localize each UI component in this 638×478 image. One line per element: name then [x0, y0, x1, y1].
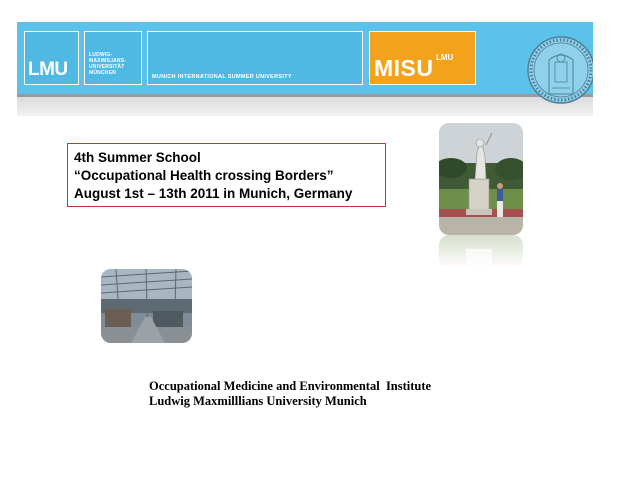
program-name: MUNICH INTERNATIONAL SUMMER UNIVERSITY	[152, 74, 292, 80]
institute-block	[149, 379, 569, 409]
header-divider	[17, 94, 593, 97]
summer-school-title-box	[67, 143, 386, 207]
misu-logo: MISU	[374, 55, 434, 81]
header-strip	[17, 94, 593, 116]
statue-photo	[439, 123, 523, 235]
university-seal-icon	[525, 32, 593, 112]
lmu-logo: LMU	[28, 59, 68, 80]
lmu-logo-tile	[24, 31, 79, 85]
misu-logo-tile	[369, 31, 476, 85]
misu-superscript: LMU	[436, 53, 454, 62]
program-name-tile	[147, 31, 363, 85]
statue-photo-reflection	[439, 235, 523, 269]
university-name: LUDWIG- MAXIMILIANS- UNIVERSITÄT MÜNCHEN	[89, 52, 127, 76]
hall-photo	[101, 269, 192, 343]
title-edition: 4th Summer School	[74, 150, 201, 165]
university-full-name: Ludwig Maxmilllians University Munich	[149, 394, 367, 408]
title-dates-location: August 1st – 13th 2011 in Munich, Germany	[74, 186, 353, 201]
title-theme: “Occupational Health crossing Borders”	[74, 168, 334, 183]
institute-name: Occupational Medicine and Environmental Institute	[149, 379, 432, 393]
university-name-tile	[84, 31, 142, 85]
